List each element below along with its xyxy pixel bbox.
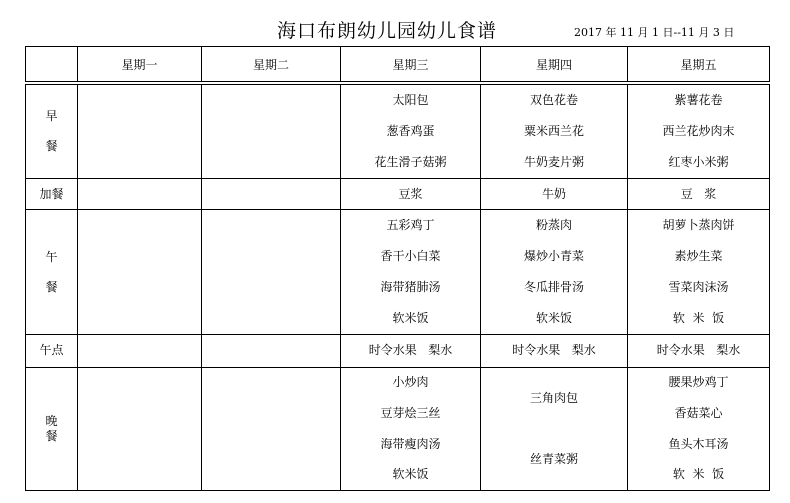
day-header: 星期三 — [341, 47, 481, 82]
dinner-day-2-cell — [202, 367, 341, 490]
breakfast-day-5-cell — [628, 85, 770, 179]
menu-item: 胡萝卜蒸肉饼 — [662, 217, 735, 232]
breakfast-label — [26, 85, 78, 179]
date-range: 2017 年 11 月 1 日--11 月 3 日 — [574, 26, 735, 39]
meal-label: 午点 — [39, 343, 64, 358]
snack-day-2-cell — [202, 179, 341, 209]
snack-label — [26, 179, 78, 209]
afternoon-day-3-cell — [341, 335, 481, 367]
menu-item: 牛奶 — [541, 186, 566, 201]
lunch-day-1-cell — [78, 209, 202, 334]
menu-item: 香菇菜心 — [674, 405, 723, 420]
snack-row — [26, 179, 770, 209]
menu-item: 红枣小米粥 — [668, 155, 729, 170]
menu-item: 五彩鸡丁 — [386, 217, 435, 232]
menu-item: 三角肉包 — [529, 390, 578, 405]
snack-day-4-cell — [481, 179, 628, 209]
menu-item: 豆芽烩三丝 — [380, 405, 441, 420]
breakfast-row — [26, 85, 770, 179]
meal-label: 午 餐 — [45, 249, 58, 294]
afternoon-day-4-cell — [481, 335, 628, 367]
breakfast-day-4-cell — [481, 85, 628, 179]
menu-item: 粟米西兰花 — [523, 124, 584, 139]
snack-day-3-cell — [341, 179, 481, 209]
breakfast-day-1-cell — [78, 85, 202, 179]
menu-item: 香干小白菜 — [380, 248, 441, 263]
afternoon-snack-row — [26, 335, 770, 367]
menu-title: 海口布朗幼儿园幼儿食谱 — [277, 20, 498, 42]
afternoon-day-1-cell — [78, 335, 202, 367]
menu-item: 素炒生菜 — [674, 248, 723, 263]
menu-item: 爆炒小青菜 — [523, 248, 584, 263]
menu-item: 软 米 饭 — [672, 467, 725, 482]
lunch-day-2-cell — [202, 209, 341, 334]
weekly-menu-table — [25, 46, 770, 491]
menu-item: 双色花卷 — [529, 93, 578, 108]
dinner-label — [26, 367, 78, 490]
lunch-row — [26, 209, 770, 334]
breakfast-day-3-cell — [341, 85, 481, 179]
menu-item: 鱼头木耳汤 — [668, 436, 729, 451]
menu-item: 海带猪肺汤 — [380, 280, 441, 295]
snack-day-1-cell — [78, 179, 202, 209]
lunch-day-5-cell — [628, 209, 770, 334]
dinner-day-5-cell — [628, 367, 770, 490]
menu-item: 太阳包 — [392, 93, 429, 108]
menu-item: 软 米 饭 — [672, 311, 725, 326]
afternoon-day-5-cell — [628, 335, 770, 367]
menu-item: 花生滑子菇粥 — [374, 155, 447, 170]
dinner-day-3-cell — [341, 367, 481, 490]
snack-day-5-cell — [628, 179, 770, 209]
lunch-day-4-cell — [481, 209, 628, 334]
menu-item: 牛奶麦片粥 — [523, 155, 584, 170]
menu-item: 葱香鸡蛋 — [386, 124, 435, 139]
afternoon-label — [26, 335, 78, 367]
lunch-day-3-cell — [341, 209, 481, 334]
menu-item: 时令水果 梨水 — [368, 343, 453, 358]
breakfast-day-2-cell — [202, 85, 341, 179]
menu-item: 时令水果 梨水 — [512, 343, 596, 358]
day-header: 星期一 — [78, 47, 202, 82]
menu-item: 冬瓜排骨汤 — [523, 280, 584, 295]
dinner-day-4-cell — [481, 367, 628, 490]
meal-label: 加餐 — [39, 186, 64, 201]
lunch-label — [26, 209, 78, 334]
menu-item: 西兰花炒肉末 — [662, 124, 735, 139]
day-header: 星期二 — [202, 47, 341, 82]
afternoon-day-2-cell — [202, 335, 341, 367]
menu-item: 紫薯花卷 — [674, 93, 723, 108]
menu-item: 豆浆 — [398, 186, 423, 201]
day-header: 星期四 — [481, 47, 628, 82]
menu-item: 软米饭 — [392, 467, 429, 482]
dinner-day-1-cell — [78, 367, 202, 490]
menu-item: 豆 浆 — [680, 186, 717, 201]
meal-label: 晚 餐 — [45, 413, 58, 443]
menu-item: 时令水果 梨水 — [656, 343, 741, 358]
menu-item: 海带瘦肉汤 — [380, 436, 441, 451]
menu-item: 小炒肉 — [392, 375, 429, 390]
menu-item: 软米饭 — [392, 311, 429, 326]
corner-cell — [26, 47, 78, 82]
menu-item: 粉蒸肉 — [535, 217, 572, 232]
menu-item: 腰果炒鸡丁 — [668, 375, 729, 390]
menu-item: 软米饭 — [535, 311, 572, 326]
meal-label: 早 餐 — [45, 109, 58, 154]
menu-item: 丝青菜粥 — [529, 451, 578, 466]
day-header: 星期五 — [628, 47, 770, 82]
weekday-header-row — [26, 47, 770, 82]
menu-item: 雪菜肉沫汤 — [668, 280, 729, 295]
dinner-row — [26, 367, 770, 490]
